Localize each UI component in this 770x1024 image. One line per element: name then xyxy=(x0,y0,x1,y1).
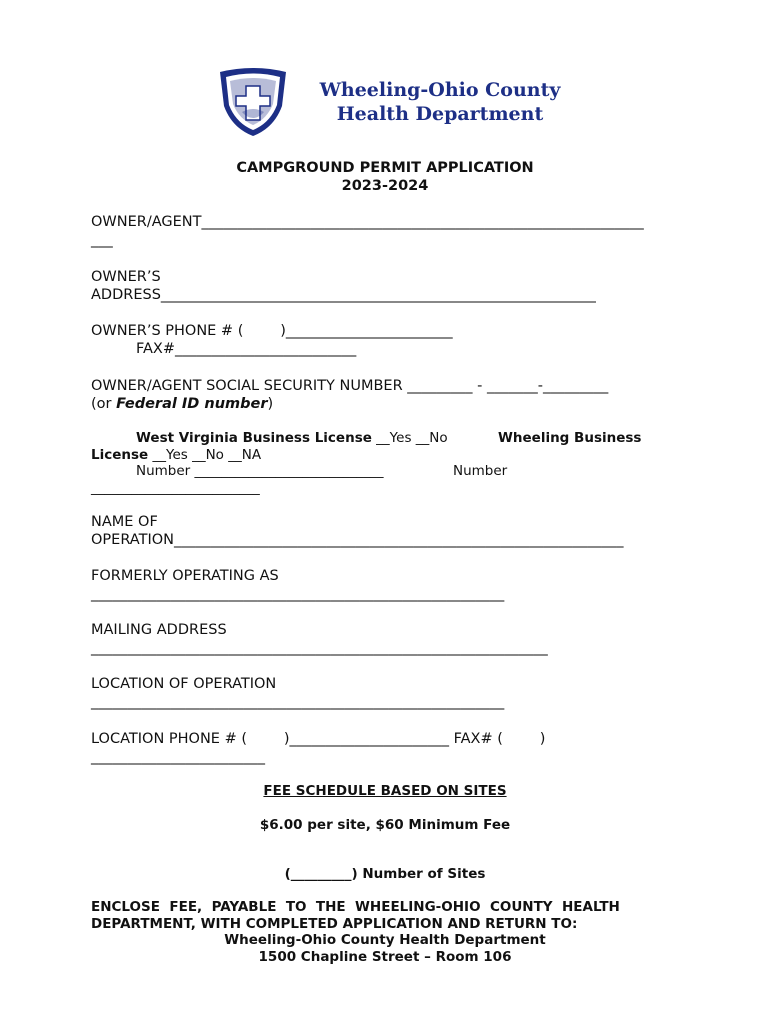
federal-id-prefix: (or xyxy=(91,396,117,412)
fee-schedule-heading: FEE SCHEDULE BASED ON SITES xyxy=(263,783,507,799)
owner-agent-field-cont[interactable]: ___ xyxy=(91,232,113,248)
wv-license-row[interactable] xyxy=(136,430,448,447)
org-name-line1: Wheeling-Ohio County xyxy=(319,79,561,101)
number-of-sites-field[interactable]: (_________) Number of Sites xyxy=(284,866,486,882)
wheeling-license-options[interactable]: __Yes __No __NA xyxy=(148,447,262,463)
enclose-fee-line2: DEPARTMENT, WITH COMPLETED APPLICATION AND RETURN TO: xyxy=(91,916,578,932)
wheeling-license-row[interactable] xyxy=(91,447,261,464)
owner-agent-field[interactable]: OWNER/AGENT_____________________________________________________________ xyxy=(91,214,644,230)
return-address-line2: 1500 Chapline Street – Room 106 xyxy=(258,949,512,965)
location-phone-field[interactable]: LOCATION PHONE # ( )______________________ FAX# ( ) xyxy=(91,731,546,747)
page-subtitle-year: 2023-2024 xyxy=(341,178,429,194)
fee-rate: $6.00 per site, $60 Minimum Fee xyxy=(259,817,511,833)
formerly-operating-label: FORMERLY OPERATING AS xyxy=(91,568,279,584)
wheeling-license-label-a: Wheeling Business xyxy=(498,430,642,446)
wheeling-license-number-field[interactable]: _________________________ xyxy=(91,480,260,496)
location-phone-field-cont[interactable]: ________________________ xyxy=(91,749,265,765)
owners-address-field[interactable]: ADDRESS____________________________________________________________ xyxy=(91,287,596,303)
wheeling-license-number-label: Number xyxy=(453,463,508,479)
wv-license-options[interactable]: __Yes __No xyxy=(371,430,448,446)
page-title: CAMPGROUND PERMIT APPLICATION xyxy=(236,160,534,176)
location-of-operation-label: LOCATION OF OPERATION xyxy=(91,676,277,692)
federal-id-note xyxy=(91,395,273,413)
owners-phone-field[interactable]: OWNER’S PHONE # ( )_______________________ xyxy=(91,323,453,339)
enclose-fee-line1: ENCLOSE FEE, PAYABLE TO THE WHEELING-OHIO COUNTY HEALTH xyxy=(91,899,620,915)
federal-id-suffix: ) xyxy=(267,396,274,412)
return-address-line1: Wheeling-Ohio County Health Department xyxy=(224,932,546,948)
formerly-operating-field[interactable]: _________________________________________________________ xyxy=(91,586,505,602)
owners-fax-field[interactable]: FAX#_________________________ xyxy=(136,341,357,357)
name-of-operation-label: NAME OF xyxy=(91,514,158,530)
wv-license-number-field[interactable]: Number ____________________________ xyxy=(136,463,384,479)
ssn-field[interactable]: OWNER/AGENT SOCIAL SECURITY NUMBER _________ - _______-_________ xyxy=(91,378,609,394)
mailing-address-field[interactable]: _______________________________________________________________ xyxy=(91,640,548,656)
mailing-address-label: MAILING ADDRESS xyxy=(91,622,227,638)
wv-license-label: West Virginia Business License xyxy=(136,430,372,446)
owners-address-label: OWNER’S xyxy=(91,269,161,285)
org-name-line2: Health Department xyxy=(336,103,544,125)
name-of-operation-field[interactable]: OPERATION______________________________________________________________ xyxy=(91,532,624,548)
location-of-operation-field[interactable]: _________________________________________________________ xyxy=(91,694,505,710)
wheeling-license-label-b: License xyxy=(91,447,149,463)
cross-shield-icon xyxy=(216,66,290,138)
federal-id-label: Federal ID number xyxy=(116,396,268,412)
